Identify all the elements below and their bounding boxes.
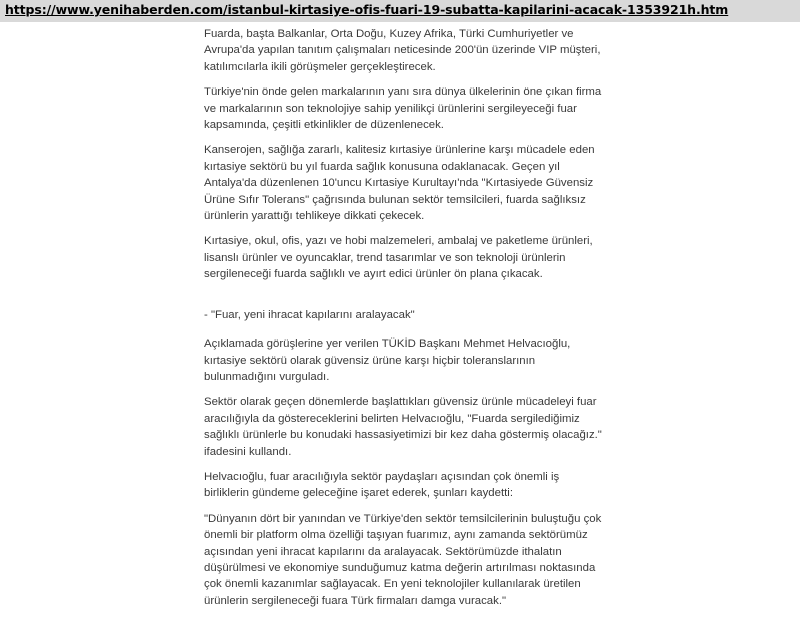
article-paragraph: Sektör olarak geçen dönemlerde başlattıkları güvensiz ürünle mücadeleyi fuar aracılığıyla da göstereceklerini belirten Helvacıoğlu, "Fuarda sergilediğimiz sağlıklı ürünlerle bu konudaki hassasiyetimizi bir kez daha göstermiş olacağız." ifadesini kullandı.	[204, 396, 602, 458]
article-paragraph: Kırtasiye, okul, ofis, yazı ve hobi malzemeleri, ambalaj ve paketleme ürünleri, lisanslı ürünler ve oyuncaklar, trend tasarımlar ve son teknoloji ürünlerin sergileneceği fuarda sağlıklı ve ayırt edici ürünler ön plana çıkacak.	[204, 235, 593, 281]
article-paragraph: Açıklamada görüşlerine yer verilen TÜKİD Başkanı Mehmet Helvacıoğlu, kırtasiye sektörü olarak güvensiz ürüne karşı hiçbir toleranslarının bulunmadığını vurguladı.	[204, 338, 571, 383]
article-quote: "Dünyanın dört bir yanından ve Türkiye'den sektör temsilcilerinin buluştuğu çok önemli bir platform olma özelliği taşıyan fuarımız, aynı zamanda sektörümüz açısından yeni ihracat kapılarını da aralayacak. Sektörümüzde ithalatın düşürülmesi ve ekonomiye sunduğumuz katma değerin artırılması noktasında çok önemli kazanımlar sağlayacak. En yeni teknolojiler kullanılarak üretilen ürünlerin sergileneceği fuara Türk firmaları damga vuracak."	[204, 512, 602, 607]
article-subheading: - "Fuar, yeni ihracat kapılarını aralayacak"	[204, 308, 415, 321]
article-paragraph: Fuarda, başta Balkanlar, Orta Doğu, Kuzey Afrika, Türki Cumhuriyetler ve Avrupa'da yapılan tanıtım çalışmaları neticesinde 200'ün üzerinde VIP müşteri, katılımcılarla ikili görüşmeler gerçekleştirecek.	[204, 28, 601, 73]
url-bar	[0, 0, 800, 22]
article-paragraph: Kanserojen, sağlığa zararlı, kalitesiz kırtasiye ürünlerine karşı mücadele eden kırtasiye sektörü bu yıl fuarda sağlık konusuna odaklanacak. Geçen yıl Antalya'da düzenlenen 10'uncu Kırtasiye Kurultayı'nda "Kırtasiyede Güvensiz Ürüne Sıfır Tolerans" çağrısında bulunan sektör temsilcileri, fuarda sağlıksız ürünlerin yarattığı tehlikeye dikkati çekecek.	[204, 144, 595, 223]
article-paragraph: Helvacıoğlu, fuar aracılığıyla sektör paydaşları açısından çok önemli iş birliklerin gündeme geleceğine işaret ederek, şunları kaydetti:	[204, 470, 560, 500]
article-body	[204, 26, 604, 618]
article-paragraph: Türkiye'nin önde gelen markalarının yanı sıra dünya ülkelerinin öne çıkan firma ve markalarının son teknolojiye sahip yenilikçi ürünlerini sergileyeceği fuar kapsamında, çeşitli etkinlikler de düzenlenecek.	[204, 86, 602, 132]
page-url-link[interactable]: https://www.yenihaberden.com/istanbul-kirtasiye-ofis-fuari-19-subatta-kapilarini-acacak-1353921h.htm	[5, 2, 729, 17]
